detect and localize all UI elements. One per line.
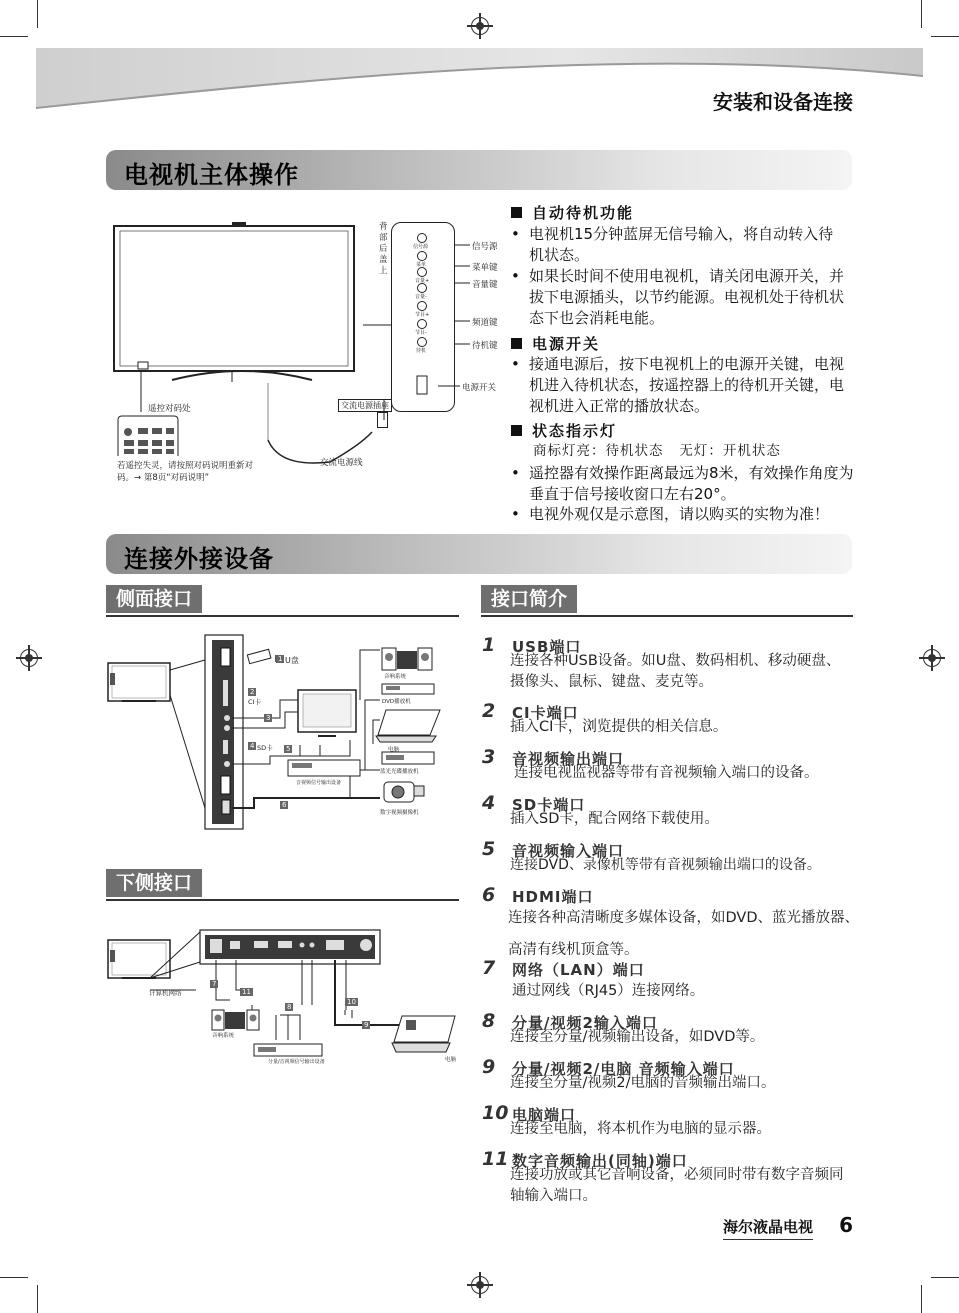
- item-number: 7: [482, 957, 496, 979]
- key-label-volume: 音量键: [472, 280, 498, 290]
- auto-standby-item: • 如果长时间不使用电视机，请关闭电源开关，并拔下电源插头，以节约能源。电视机处于待机状态下也会消耗电能。: [529, 266, 849, 329]
- key-label: 音量-: [415, 294, 427, 300]
- banner-title: 电视机主体操作: [124, 161, 299, 189]
- indicator-line: 商标灯亮：待机状态 无灯：开机状态: [533, 443, 781, 459]
- port-number-box: 7: [212, 980, 217, 988]
- item-title: 网络（LAN）端口: [512, 961, 645, 979]
- port-number-box: 10: [347, 998, 356, 1006]
- item-desc: 连接各种USB设备。如U盘、数码相机、移动硬盘、摄像头、鼠标、键盘、麦克等。: [510, 653, 841, 690]
- item-title: HDMI端口: [512, 888, 594, 906]
- indicator-heading: 状态指示灯: [511, 420, 617, 441]
- key-label: 信号源: [413, 244, 429, 250]
- item-number: 5: [482, 838, 496, 860]
- item-number: 8: [482, 1010, 496, 1032]
- key-label: 待机: [416, 348, 427, 354]
- item-title: 分量/视频2输入端口: [512, 1014, 658, 1032]
- device-label-ci: CI卡: [248, 698, 261, 706]
- device-label: 音响系统: [212, 1033, 235, 1039]
- item-title: 电脑端口: [512, 1106, 577, 1124]
- device-label: 电脑: [445, 1057, 457, 1063]
- indicator-item: • 遥控器有效操作距离最远为8米，有效操作角度为垂直于信号接收窗口左右20°。: [529, 463, 854, 505]
- back-cover-label: 背部后盖上: [379, 222, 388, 276]
- bottom-ports-heading: 下侧接口: [106, 869, 202, 897]
- ac-cord-label: 交流电源线: [320, 458, 363, 468]
- key-label-source: 信号源: [472, 242, 498, 252]
- power-switch-label: 电源开关: [462, 383, 497, 393]
- item-desc: 连接电视监视器等带有音视频输入端口的设备。: [514, 765, 819, 781]
- key-label-channel: 频道键: [472, 318, 498, 328]
- item-desc: 连接至分量/视频输出设备，如DVD等。: [510, 1029, 765, 1045]
- port-number-box: 3: [266, 714, 271, 722]
- auto-standby-heading: 自动待机功能: [511, 202, 634, 223]
- item-desc: 连接功放或其它音响设备，必须同时带有数字音频同轴输入端口。: [510, 1167, 844, 1204]
- item-number: 11: [482, 1148, 509, 1170]
- item-title: CI卡端口: [512, 704, 579, 722]
- device-label: 分量/音视频信号输出设备: [268, 1059, 325, 1065]
- item-desc: 通过网线（RJ45）连接网络。: [512, 983, 705, 999]
- item-number: 6: [482, 884, 496, 906]
- item-desc: 连接DVD、录像机等带有音视频输出端口的设备。: [510, 857, 821, 873]
- item-number: 1: [482, 634, 496, 656]
- port-number-box: 4: [250, 742, 255, 750]
- device-label-usb: U盘: [285, 656, 299, 665]
- port-number-box: 11: [242, 988, 251, 996]
- ac-socket-label: 交流电源插座: [338, 399, 392, 412]
- item-desc: 插入CI卡，浏览提供的相关信息。: [510, 719, 728, 735]
- auto-standby-item: • 电视机15分钟蓝屏无信号输入，将自动转入待机状态。: [529, 224, 847, 266]
- device-label: 电脑: [388, 747, 400, 753]
- port-number-box: 6: [282, 801, 287, 809]
- power-switch-item: • 接通电源后，按下电视机上的电源开关键，电视机进入待机状态，按遥控器上的待机开关键，电视机进入正常的播放状态。: [529, 354, 849, 417]
- port-number-box: 9: [364, 1021, 369, 1029]
- key-label-standby: 待机键: [472, 341, 498, 351]
- remote-note: 若遥控失灵，请按照对码说明重新对码。→ 第8页“对码说明”: [117, 461, 254, 483]
- device-label: 音响系统: [384, 674, 407, 680]
- divider: [481, 615, 853, 617]
- item-number: 3: [482, 746, 496, 768]
- device-label: 计算机网络: [149, 989, 182, 997]
- page-number: 6: [839, 1213, 853, 1237]
- side-ports-heading: 侧面接口: [106, 585, 202, 613]
- power-switch-heading: 电源开关: [511, 333, 600, 354]
- item-title: SD卡端口: [512, 796, 586, 814]
- port-number-box: 5: [286, 745, 291, 753]
- device-label: 蓝光光碟播放机: [380, 769, 419, 775]
- key-label: 节目+: [415, 312, 430, 318]
- device-label: DVD播放机: [382, 699, 411, 705]
- item-number: 4: [482, 792, 496, 814]
- device-label: 数字视频摄像机: [380, 810, 419, 816]
- section-title: 安装和设备连接: [713, 90, 853, 114]
- banner-title: 连接外接设备: [124, 545, 274, 573]
- footer-brand: 海尔液晶电视: [723, 1216, 813, 1240]
- item-desc: 连接各种高清晰度多媒体设备，如DVD、蓝光播放器、高清有线机顶盒等。: [508, 910, 859, 958]
- item-desc: 连接至电脑，将本机作为电脑的显示器。: [510, 1121, 771, 1137]
- item-number: 9: [482, 1056, 496, 1078]
- interface-intro-heading: 接口简介: [481, 585, 577, 613]
- item-title: 分量/视频2/电脑 音频输入端口: [512, 1060, 735, 1078]
- item-title: 音视频输入端口: [512, 842, 625, 860]
- device-label: 音视频信号输出设备: [296, 780, 342, 786]
- key-label: 音量+: [415, 278, 430, 284]
- item-desc: 连接至分量/视频2/电脑的音频输出端口。: [510, 1075, 776, 1091]
- indicator-item: • 电视外观仅是示意图，请以购买的实物为准！: [529, 504, 859, 525]
- item-title: 数字音频输出(同轴)端口: [512, 1152, 688, 1170]
- device-label-sd: SD卡: [257, 744, 273, 752]
- item-number: 2: [482, 700, 496, 722]
- item-title: 音视频输出端口: [512, 750, 625, 768]
- item-number: 10: [482, 1102, 509, 1124]
- port-number-box: 2: [250, 688, 255, 696]
- key-label: 菜单: [416, 262, 427, 268]
- key-label-menu: 菜单键: [472, 263, 498, 273]
- port-number-box: 1: [278, 655, 283, 663]
- key-label: 节目-: [415, 330, 427, 336]
- item-title: USB端口: [512, 638, 582, 656]
- remote-receiver-label: 遥控对码处: [148, 404, 191, 414]
- port-number-box: 8: [287, 1003, 292, 1011]
- item-desc: 插入SD卡，配合网络下载使用。: [510, 811, 719, 827]
